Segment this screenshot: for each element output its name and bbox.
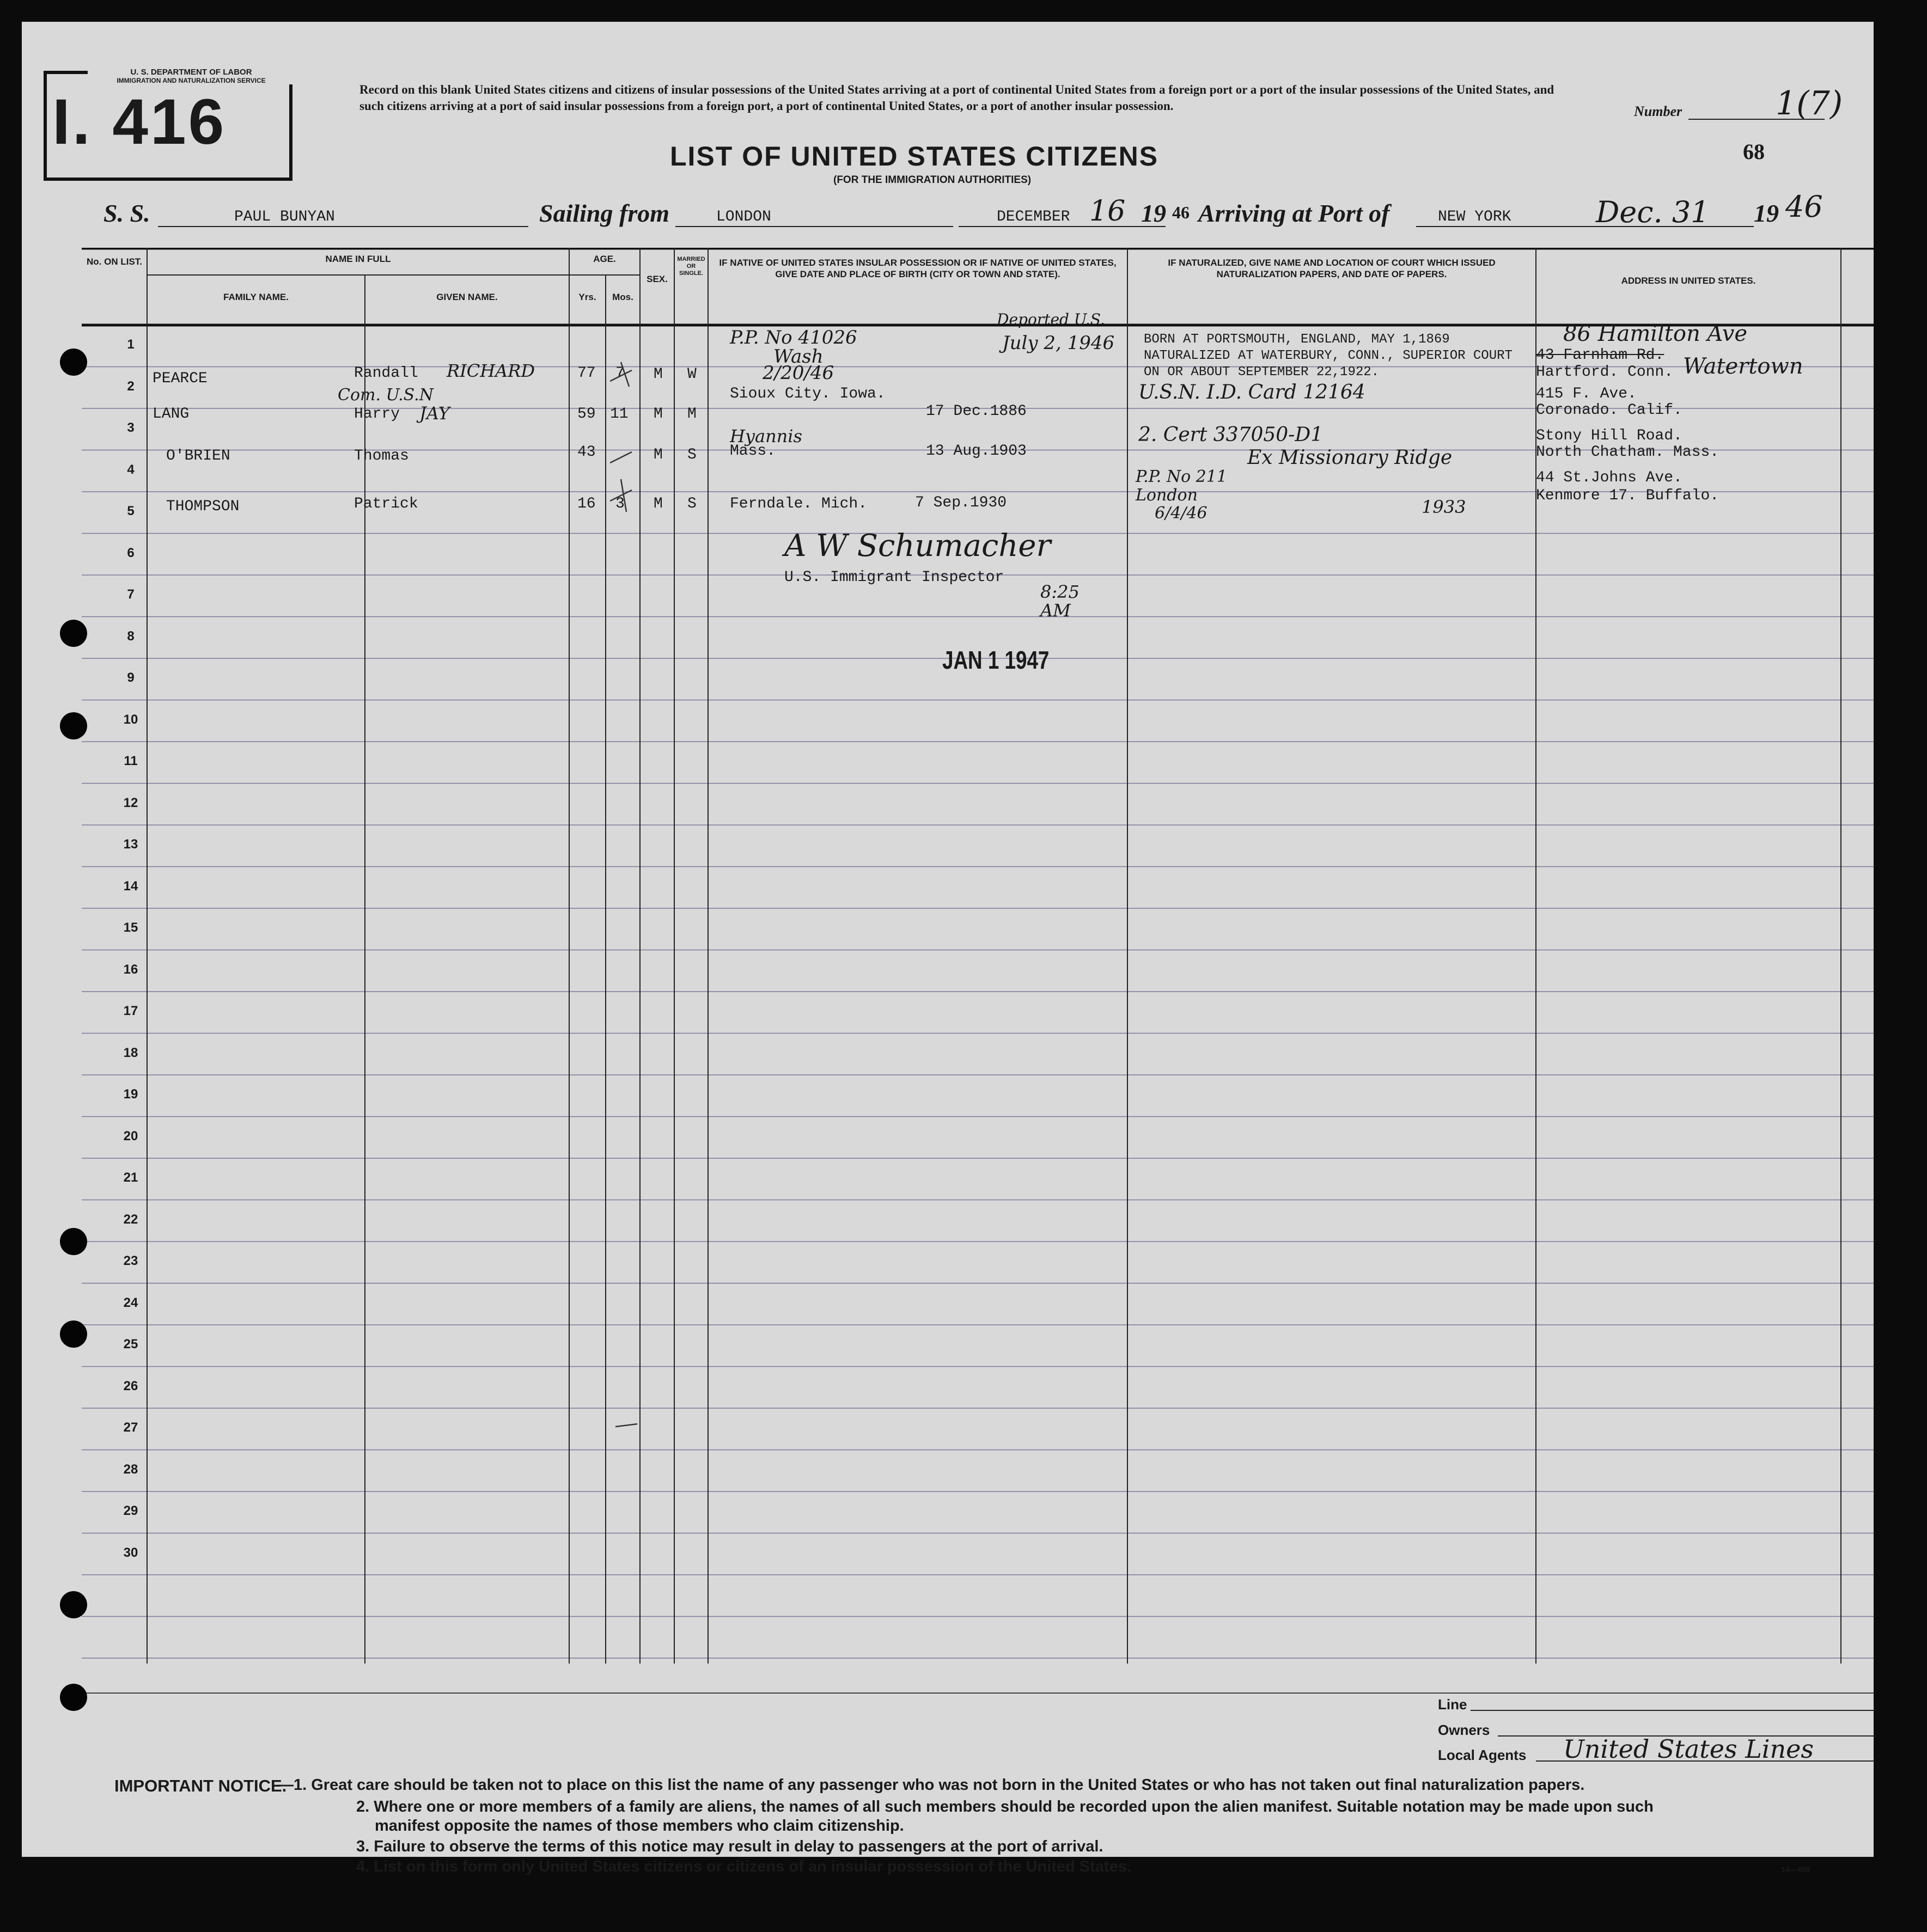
form-number-box bbox=[44, 68, 292, 181]
entry-1-birth-wash: Wash bbox=[773, 346, 824, 368]
entry-4-address-1: 44 St.Johns Ave. bbox=[1536, 469, 1682, 486]
punch-hole bbox=[60, 712, 87, 739]
entry-1-given: Randall bbox=[354, 365, 418, 382]
page-title: LIST OF UNITED STATES CITIZENS bbox=[670, 141, 1159, 172]
entry-4-nat-hand-2: London bbox=[1136, 486, 1198, 505]
row-number: 21 bbox=[123, 1170, 138, 1185]
entry-2-ms: M bbox=[687, 406, 697, 423]
entry-1-address-2: Hartford. Conn. bbox=[1536, 364, 1674, 381]
entry-3-birth-place: Mass. bbox=[730, 443, 776, 460]
inspector-time: 8:25 AM bbox=[1040, 582, 1080, 621]
sailing-line bbox=[675, 226, 953, 227]
row-number: 10 bbox=[123, 712, 138, 727]
arriving-label: Arriving at Port of bbox=[1198, 199, 1390, 227]
notice-item-1: —1. Great care should be taken not to place on this list the name of any passenger who was not born in the United States or who has not taken out final naturalization papers. bbox=[278, 1776, 1585, 1794]
header-address: ADDRESS IN UNITED STATES. bbox=[1621, 276, 1756, 286]
header-age: AGE. bbox=[593, 254, 616, 264]
manifest-page bbox=[22, 22, 1874, 1875]
number-value: 1(7) bbox=[1776, 84, 1843, 123]
punch-hole bbox=[60, 1320, 87, 1348]
arrival-date: Dec. 31 bbox=[1596, 195, 1710, 229]
row-number: 18 bbox=[123, 1045, 138, 1060]
entry-1-given-hand: RICHARD bbox=[447, 360, 535, 381]
row-number: 26 bbox=[123, 1378, 138, 1393]
entry-3-ms: S bbox=[687, 447, 697, 463]
row-number: 20 bbox=[123, 1128, 138, 1144]
entry-2-yrs: 59 bbox=[577, 406, 596, 423]
notice-item-4: 4. List on this form only United States citizens or citizens of an insular possession of the United States. bbox=[356, 1858, 1131, 1875]
ss-label: S. S. bbox=[103, 199, 150, 227]
print-code: 14—408 bbox=[1781, 1865, 1810, 1874]
number-label: Number bbox=[1634, 103, 1682, 119]
line-field bbox=[1471, 1710, 1874, 1711]
punch-hole bbox=[60, 1591, 87, 1618]
row-number: 24 bbox=[123, 1295, 138, 1310]
row-number: 2 bbox=[127, 378, 135, 394]
sailing-label: Sailing from bbox=[539, 199, 670, 227]
row-number: 17 bbox=[123, 1004, 138, 1018]
arrival-year-prefix: 19 bbox=[1754, 199, 1779, 227]
row-number: 12 bbox=[123, 795, 138, 810]
header-sex: SEX. bbox=[647, 274, 668, 284]
punch-hole bbox=[60, 620, 87, 647]
row-number: 3 bbox=[127, 420, 135, 435]
row-number: 22 bbox=[123, 1212, 138, 1227]
form-number: I. 416 bbox=[52, 86, 227, 158]
entry-2-note: Com. U.S.N bbox=[338, 386, 434, 405]
header-birth: IF NATIVE OF UNITED STATES INSULAR POSSESSION OR IF NATIVE OF UNITED STATES, GIVE DATE AND PLACE OF BIRTH (CITY OR TOWN AND STATE). bbox=[719, 258, 1117, 279]
sailing-year-prefix: 19 bbox=[1141, 199, 1166, 227]
entry-2-birth-date: 17 Dec.1886 bbox=[926, 403, 1027, 420]
entry-1-deported-note: Deported U.S. bbox=[997, 310, 1105, 328]
row-number: 23 bbox=[123, 1254, 138, 1268]
ship-name: PAUL BUNYAN bbox=[234, 209, 335, 225]
instructions-text: Record on this blank United States citizens and citizens of insular possessions of the United States arriving at a port of continental United States from a foreign port or a port of the insular possessions of the United States, and such citizens arriving at a port of said insular possessions from a foreign port, a port of continental United States, or a port of another insular possession. bbox=[359, 83, 1554, 113]
sailing-date-line bbox=[959, 226, 1166, 227]
check-marks bbox=[610, 349, 664, 1443]
row-number: 8 bbox=[127, 628, 135, 644]
row-number: 28 bbox=[123, 1462, 138, 1477]
entry-4-address-2: Kenmore 17. Buffalo. bbox=[1536, 487, 1719, 504]
entry-4-yrs: 16 bbox=[577, 496, 596, 512]
header-family: FAMILY NAME. bbox=[223, 292, 289, 302]
entry-1-nat-3: ON OR ABOUT SEPTEMBER 22,1922. bbox=[1144, 365, 1380, 380]
inspector-title: U.S. Immigrant Inspector bbox=[784, 569, 1004, 586]
entry-1-mos: 7 bbox=[615, 365, 625, 382]
entry-3-sex: M bbox=[654, 447, 663, 463]
entry-2-given-hand: JAY bbox=[419, 403, 450, 424]
entry-1-nat-1: BORN AT PORTSMOUTH, ENGLAND, MAY 1,1869 bbox=[1144, 332, 1450, 347]
row-number: 25 bbox=[123, 1337, 138, 1352]
row-number: 13 bbox=[123, 837, 138, 852]
sailing-month: DECEMBER bbox=[997, 209, 1070, 225]
header-no: No. ON LIST. bbox=[87, 256, 142, 267]
entry-1-family: PEARCE bbox=[153, 370, 208, 387]
entry-1-birth-date: 2/20/46 bbox=[763, 362, 834, 384]
notice-item-2: 2. Where one or more members of a family are aliens, the names of all such members should be recorded upon the alien manifest. Suitable notation may be made upon such bbox=[356, 1798, 1654, 1815]
entry-3-given: Thomas bbox=[354, 448, 409, 464]
header-name: NAME IN FULL bbox=[325, 254, 391, 264]
entry-4-birth-place: Ferndale. Mich. bbox=[730, 496, 868, 512]
entry-3-yrs: 43 bbox=[577, 444, 596, 461]
page-number: 68 bbox=[1743, 139, 1765, 164]
entry-1-deported-date: July 2, 1946 bbox=[1002, 332, 1115, 354]
ship-line bbox=[158, 226, 528, 227]
arrival-port: NEW YORK bbox=[1438, 209, 1511, 225]
row-number: 9 bbox=[127, 670, 135, 685]
row-number: 30 bbox=[123, 1545, 138, 1560]
entry-3-nat-hand-2: Ex Missionary Ridge bbox=[1247, 447, 1453, 469]
entry-3-address-2: North Chatham. Mass. bbox=[1536, 444, 1719, 461]
department-line-2: IMMIGRATION AND NATURALIZATION SERVICE bbox=[117, 77, 266, 84]
line-label: Line bbox=[1438, 1696, 1467, 1713]
notice-title: IMPORTANT NOTICE. bbox=[114, 1776, 287, 1795]
row-number: 11 bbox=[124, 754, 138, 768]
row-number: 7 bbox=[127, 587, 135, 602]
notice-item-2-cont: manifest opposite the names of those members who claim citizenship. bbox=[375, 1817, 904, 1835]
entry-2-nat-hand: U.S.N. I.D. Card 12164 bbox=[1138, 381, 1365, 403]
entry-2-address-2: Coronado. Calif. bbox=[1536, 402, 1682, 419]
entry-1-passport: P.P. No 41026 bbox=[730, 327, 857, 349]
row-number: 27 bbox=[123, 1420, 138, 1435]
entry-4-nat-hand-4: 1933 bbox=[1422, 497, 1466, 517]
entry-3-birth-date: 13 Aug.1903 bbox=[926, 443, 1027, 460]
entry-1-sex: M bbox=[654, 366, 663, 383]
inspector-signature: A W Schumacher bbox=[784, 528, 1051, 564]
row-number: 14 bbox=[123, 878, 138, 894]
row-number: 15 bbox=[123, 920, 138, 935]
entry-2-mos: 11 bbox=[610, 406, 629, 423]
entry-2-family: LANG bbox=[153, 406, 190, 423]
entry-1-address-hand-2: Watertown bbox=[1683, 354, 1803, 379]
entry-2-given: Harry bbox=[354, 406, 400, 423]
agents-value: United States Lines bbox=[1563, 1734, 1814, 1764]
header-given: GIVEN NAME. bbox=[436, 292, 498, 302]
entry-4-nat-hand-3: 6/4/46 bbox=[1155, 504, 1208, 523]
agents-label: Local Agents bbox=[1438, 1747, 1527, 1763]
punch-hole bbox=[60, 1684, 87, 1711]
date-stamp: JAN 1 1947 bbox=[942, 646, 1050, 674]
entry-4-given: Patrick bbox=[354, 496, 418, 512]
entry-2-address-1: 415 F. Ave. bbox=[1536, 386, 1637, 402]
punch-hole bbox=[60, 1228, 87, 1255]
row-number: 16 bbox=[123, 962, 138, 977]
department-label bbox=[88, 68, 295, 84]
notice-item-3: 3. Failure to observe the terms of this notice may result in delay to passengers at the port of arrival. bbox=[356, 1838, 1103, 1855]
entry-1-nat-2: NATURALIZED AT WATERBURY, CONN., SUPERIOR COURT bbox=[1144, 349, 1513, 363]
entry-4-nat-hand: P.P. No 211 bbox=[1136, 467, 1227, 486]
row-number: 4 bbox=[127, 462, 135, 477]
entry-3-family: O'BRIEN bbox=[166, 448, 230, 464]
page-subtitle: (FOR THE IMMIGRATION AUTHORITIES) bbox=[833, 174, 1032, 186]
row-number: 5 bbox=[127, 504, 135, 518]
sailing-day: 16 bbox=[1089, 195, 1126, 228]
row-number: 1 bbox=[127, 337, 135, 352]
row-number: 29 bbox=[123, 1503, 138, 1518]
row-number: 6 bbox=[127, 545, 135, 560]
punch-hole bbox=[60, 349, 87, 376]
owners-label: Owners bbox=[1438, 1722, 1490, 1738]
entry-4-sex: M bbox=[654, 496, 663, 512]
entry-3-nat-hand: 2. Cert 337050-D1 bbox=[1138, 424, 1324, 446]
sailing-port: LONDON bbox=[716, 209, 771, 225]
header-mos: Mos. bbox=[612, 292, 633, 302]
sailing-year: 46 bbox=[1172, 203, 1190, 222]
entry-3-birth-hand: Hyannis bbox=[730, 426, 802, 447]
arrival-year: 46 bbox=[1785, 189, 1823, 224]
entry-4-ms: S bbox=[687, 496, 697, 512]
entry-2-sex: M bbox=[654, 406, 663, 423]
row-number: 19 bbox=[123, 1087, 138, 1102]
entry-1-address-1: 43 Farnham Rd. bbox=[1536, 347, 1664, 364]
entry-1-ms: W bbox=[687, 366, 697, 383]
entry-4-birth-date: 7 Sep.1930 bbox=[915, 494, 1007, 511]
entry-1-yrs: 77 bbox=[577, 365, 596, 382]
entry-4-mos: 3 bbox=[615, 496, 625, 512]
entry-2-birth-place: Sioux City. Iowa. bbox=[730, 386, 886, 402]
header-naturalized: IF NATURALIZED, GIVE NAME AND LOCATION OF COURT WHICH ISSUED NATURALIZATION PAPERS, AND DATE OF PAPERS. bbox=[1168, 258, 1496, 279]
entry-4-family: THOMPSON bbox=[166, 498, 240, 515]
header-yrs: Yrs. bbox=[578, 292, 596, 302]
manifest-table bbox=[82, 248, 1874, 1693]
entry-3-address-1: Stony Hill Road. bbox=[1536, 427, 1682, 444]
header-married: MARRIED OR SINGLE. bbox=[677, 256, 705, 277]
department-line-1: U. S. DEPARTMENT OF LABOR bbox=[130, 68, 252, 77]
entry-1-address-hand: 86 Hamilton Ave bbox=[1563, 321, 1748, 346]
